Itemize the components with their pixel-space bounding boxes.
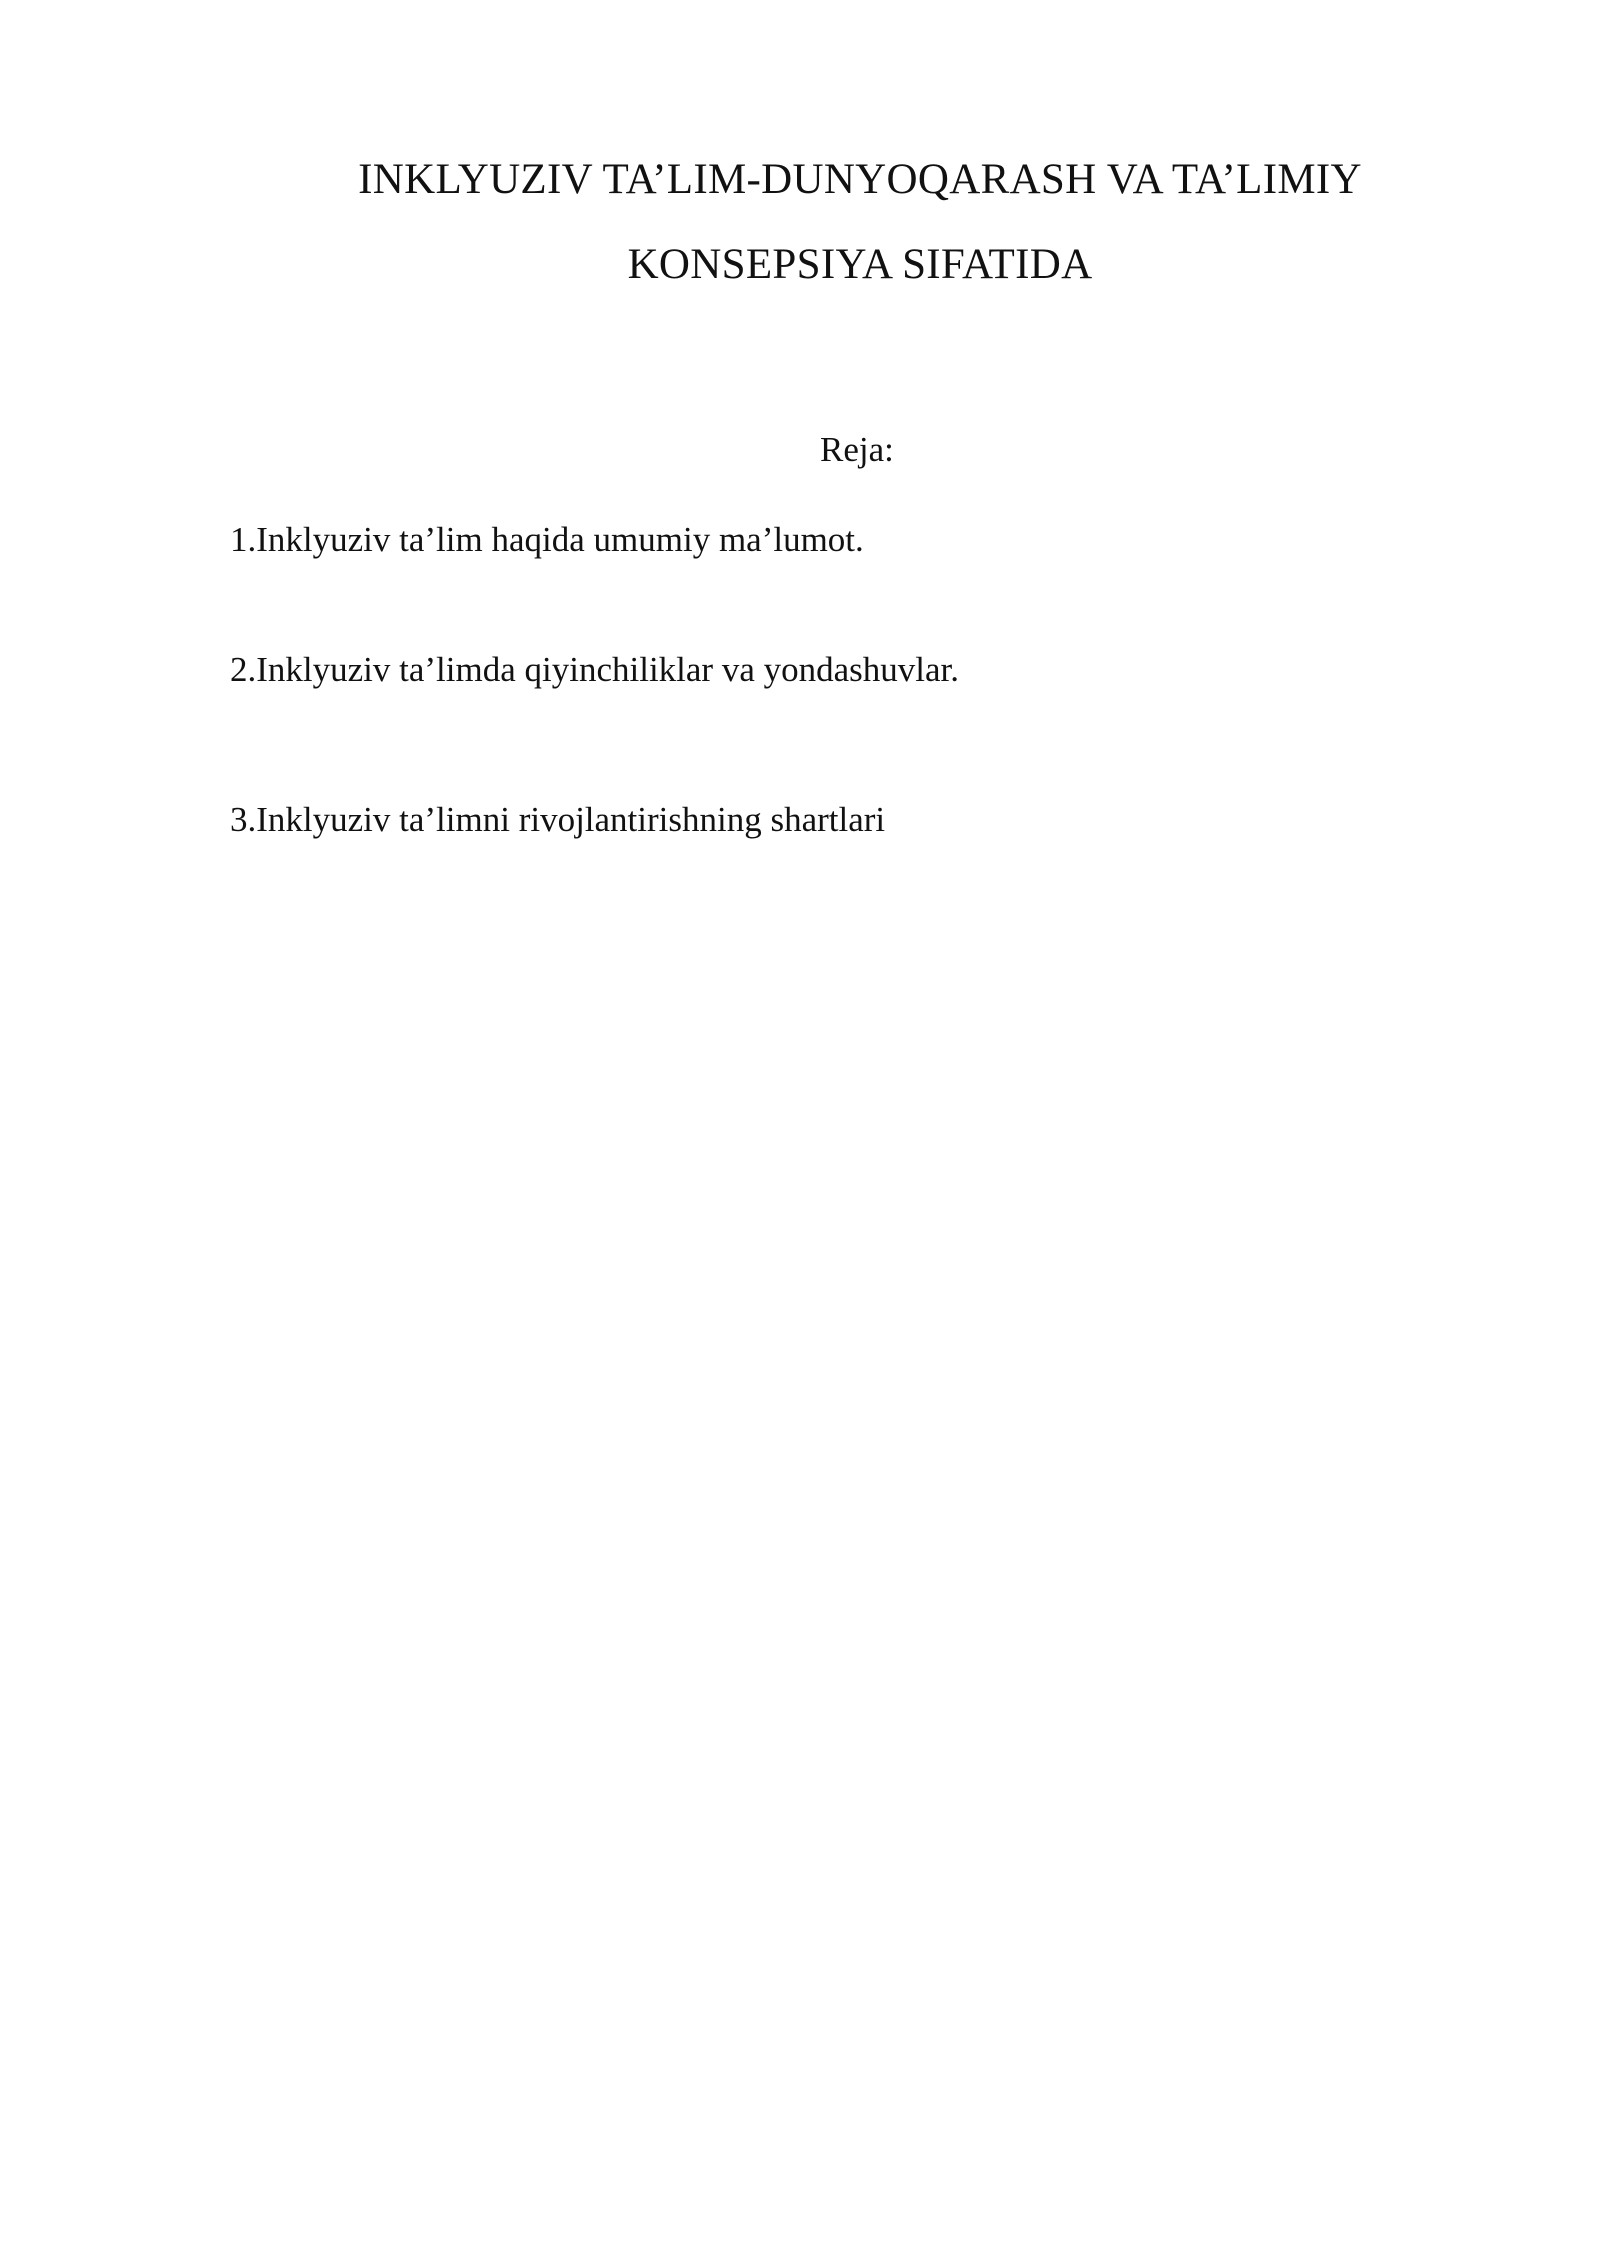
document-title-line-1: INKLYUZIV TA’LIM-DUNYOQARASH VA TA’LIMIY <box>358 156 1362 203</box>
document-title-line-2: KONSEPSIYA SIFATIDA <box>627 241 1093 288</box>
plan-item-2: 2.Inklyuziv ta’limda qiyinchiliklar va yondashuvlar. <box>230 650 960 689</box>
plan-heading: Reja: <box>820 430 894 469</box>
plan-item-3: 3.Inklyuziv ta’limni rivojlantirishning shartlari <box>230 800 886 839</box>
plan-item-1: 1.Inklyuziv ta’lim haqida umumiy ma’lumot. <box>230 520 864 559</box>
